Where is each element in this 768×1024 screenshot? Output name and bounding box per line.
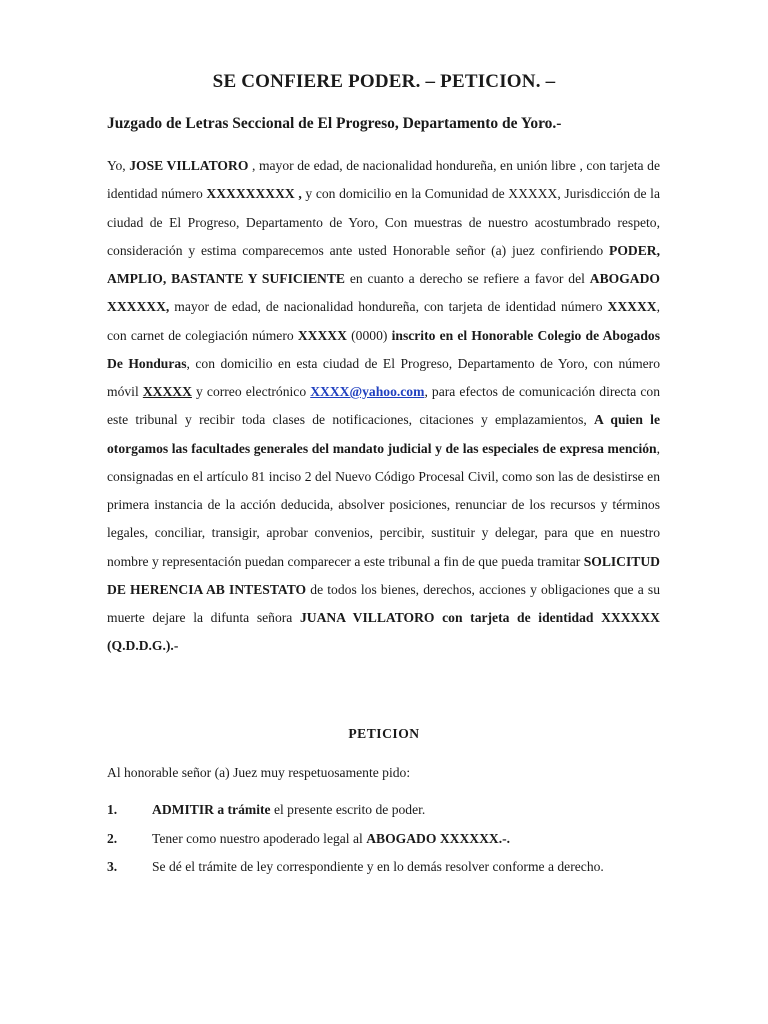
request-bold: ADMITIR a trámite bbox=[152, 802, 271, 817]
request-bold: ABOGADO XXXXXX.-. bbox=[366, 831, 511, 846]
body-text: , para efectos de comunicación directa con este tribunal y recibir toda clases de notificaciones, citaciones y emplazamientos, bbox=[107, 384, 660, 428]
grantor-name: JOSE VILLATORO bbox=[129, 158, 249, 173]
body-text: en cuanto a derecho se refiere a favor del bbox=[345, 271, 590, 286]
request-text: el presente escrito de poder. bbox=[270, 802, 426, 817]
body-text: mayor de edad, de nacionalidad hondureña, con tarjeta de identidad número bbox=[169, 299, 608, 315]
court-heading: Juzgado de Letras Seccional de El Progreso, Departamento de Yoro.- bbox=[107, 115, 562, 132]
body-text: , consignadas en el artículo 81 inciso 2 del Nuevo Código Procesal Civil, como son las de desistirse en primera instancia de la acción deducida, absolver posiciones, renunciar de los recursos y términos legales, conciliar, transigir, aprobar convenios, percibir, sustituir y delegar, para que en nuestro nombre y representación puedan comparecer a este tribunal a fin de que pueda tramitar bbox=[107, 440, 660, 569]
bar-association: inscrito en el Honorable Colegio de Abogados De Honduras bbox=[107, 327, 661, 371]
grantor-id-number: XXXXXXXXX , bbox=[206, 186, 302, 202]
deceased-name: JUANA VILLATORO con tarjeta de identidad XXXXXX (Q.D.D.G.).- bbox=[107, 610, 660, 654]
request-text: Se dé el trámite de ley correspondiente y en lo demás resolver conforme a derecho. bbox=[152, 859, 604, 874]
peticion-heading: PETICION bbox=[348, 726, 420, 741]
request-text: Tener como nuestro apoderado legal al bbox=[152, 831, 367, 846]
document-title: SE CONFIERE PODER. – PETICION. – bbox=[212, 71, 556, 92]
body-text: y con domicilio en la Comunidad de XXXXX, Jurisdicción de la ciudad de El Progreso, Departamento de Yoro, Con muestras de nuestro acostumbrado respeto, consideración y estima comparecemos ante usted Honorable señor (a) juez confiriendo bbox=[107, 186, 660, 258]
request-number: 1. bbox=[107, 802, 118, 817]
power-type: PODER, AMPLIO, BASTANTE Y SUFICIENTE bbox=[107, 242, 660, 286]
request-item bbox=[107, 802, 667, 818]
body-text: Yo, bbox=[107, 158, 130, 173]
request-item bbox=[107, 831, 667, 847]
peticion-intro: Al honorable señor (a) Juez muy respetuosamente pido: bbox=[107, 765, 411, 780]
body-text: (0000) bbox=[346, 327, 392, 343]
body-text: , con carnet de colegiación número bbox=[107, 299, 660, 343]
request-item bbox=[107, 859, 667, 875]
document-body bbox=[107, 152, 660, 661]
attorney-id-number: XXXXX bbox=[607, 299, 657, 315]
body-text: y correo electrónico bbox=[191, 384, 311, 399]
body-text: de todos los bienes, derechos, acciones y obligaciones que a su muerte dejare la difunta señora bbox=[107, 581, 660, 625]
mobile-number: XXXXX bbox=[142, 384, 192, 399]
request-number: 3. bbox=[107, 859, 118, 874]
request-type: SOLICITUD DE HERENCIA AB INTESTATO bbox=[107, 553, 660, 597]
body-text: , mayor de edad, de nacionalidad hondureña, en unión libre , con tarjeta de identidad número bbox=[107, 158, 660, 202]
attorney-name: ABOGADO XXXXXX, bbox=[107, 271, 660, 315]
email-link[interactable]: XXXX@yahoo.com bbox=[310, 384, 425, 399]
bar-number: XXXXX bbox=[297, 327, 347, 343]
body-text: , con domicilio en esta ciudad de El Progreso, Departamento de Yoro, con número móvil bbox=[107, 355, 660, 399]
request-number: 2. bbox=[107, 831, 118, 846]
mandate-clause: A quien le otorgamos las facultades generales del mandato judicial y de las especiales de expresa mención bbox=[107, 412, 660, 456]
